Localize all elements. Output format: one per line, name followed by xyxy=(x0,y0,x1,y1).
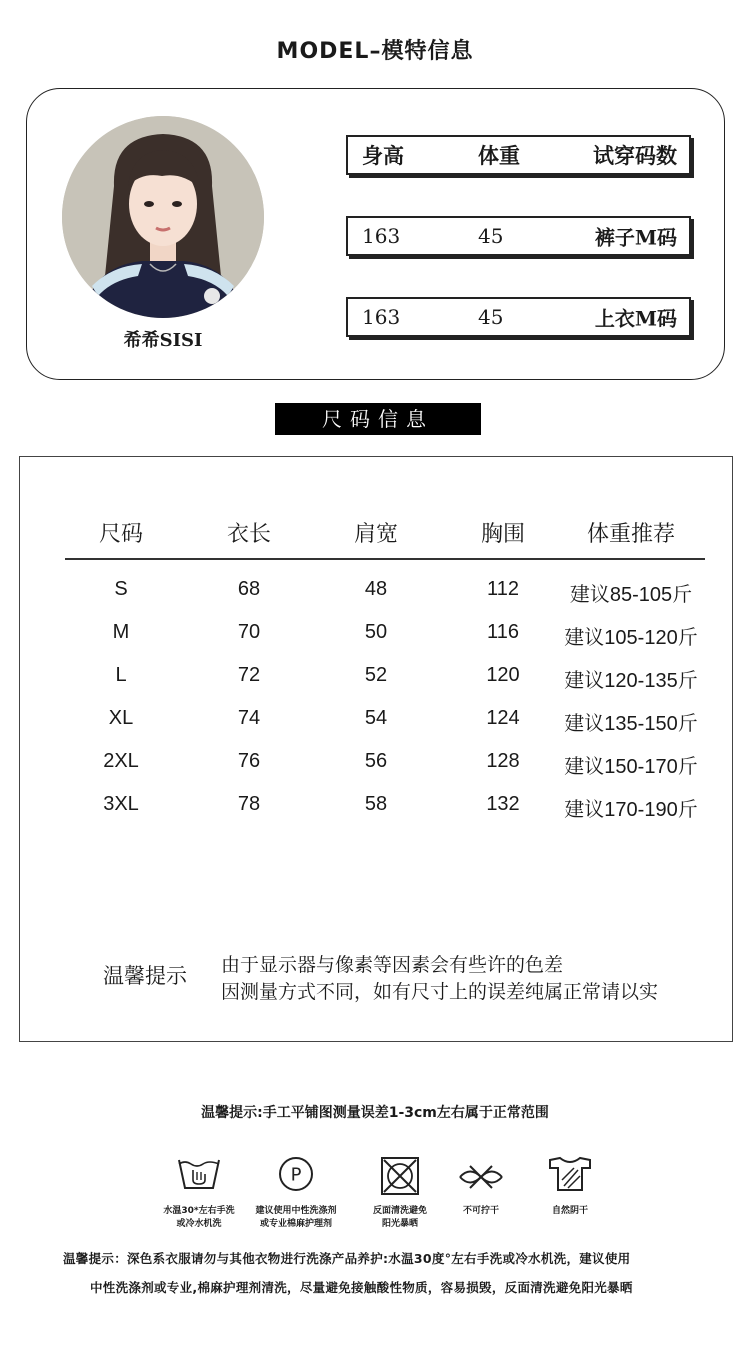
cell-chest: 132 xyxy=(486,793,520,815)
model-weight: 45 xyxy=(478,224,504,248)
no-tumble-dry-icon xyxy=(380,1156,420,1200)
cell-size: L xyxy=(115,664,127,686)
cell-weight-rec: 建议150-170斤 xyxy=(564,756,698,778)
model-avatar xyxy=(62,116,264,318)
header-size: 尺码 xyxy=(98,521,144,546)
header-shoulder: 肩宽 xyxy=(353,521,399,546)
cell-length: 78 xyxy=(237,793,261,815)
cell-shoulder: 56 xyxy=(364,750,388,772)
model-stats-header xyxy=(346,135,691,175)
model-stats-row xyxy=(346,297,691,337)
cell-length: 72 xyxy=(237,664,261,686)
cell-shoulder: 58 xyxy=(364,793,388,815)
header-chest: 胸围 xyxy=(480,521,526,546)
wash-30-icon xyxy=(177,1156,221,1196)
header-weight: 体重 xyxy=(478,143,520,168)
cell-length: 70 xyxy=(237,621,261,643)
header-length: 衣长 xyxy=(226,521,272,546)
wash-caption: 水温30*左右手洗 或冷水机洗 xyxy=(163,1206,235,1229)
cell-chest: 116 xyxy=(487,621,519,643)
tip-line: 因测量方式不同，如有尺寸上的误差纯属正常请以实 xyxy=(221,982,659,1003)
cell-weight-rec: 建议170-190斤 xyxy=(564,799,698,821)
cell-weight-rec: 建议105-120斤 xyxy=(564,627,698,649)
no-wring-caption: 不可拧干 xyxy=(462,1206,500,1216)
cell-size: XL xyxy=(108,707,134,729)
detergent-caption: 建议使用中性洗涤剂 或专业棉麻护理剂 xyxy=(255,1206,337,1229)
cell-shoulder: 48 xyxy=(364,578,388,600)
model-height: 163 xyxy=(362,224,401,248)
line-dry-icon xyxy=(548,1156,592,1196)
model-name: 希希SISI xyxy=(123,330,203,351)
cell-chest: 120 xyxy=(486,664,520,686)
cell-chest: 124 xyxy=(486,707,520,729)
cell-length: 68 xyxy=(237,578,261,600)
care-title: 温馨提示:手工平铺图测量误差1-3cm左右属于正常范围 xyxy=(201,1105,549,1121)
cell-chest: 112 xyxy=(487,578,519,600)
cell-size: S xyxy=(114,578,128,600)
care-note-line: 中性洗涤剂或专业,棉麻护理剂清洗，尽量避免接触酸性物质，容易损毁，反面清洗避免阳光暴晒 xyxy=(90,1280,633,1295)
cell-size: 3XL xyxy=(103,793,139,815)
dry-clean-p-icon xyxy=(278,1156,314,1196)
model-trial-size: 上衣M码 xyxy=(594,306,677,331)
header-weight-rec: 体重推荐 xyxy=(586,521,676,546)
cell-length: 76 xyxy=(237,750,261,772)
model-height: 163 xyxy=(362,305,401,329)
cell-weight-rec: 建议85-105斤 xyxy=(569,584,693,606)
cell-size: 2XL xyxy=(103,750,139,772)
tip-line: 由于显示器与像素等因素会有些许的色差 xyxy=(221,955,564,976)
no-wring-icon xyxy=(458,1162,504,1196)
cell-shoulder: 50 xyxy=(364,621,388,643)
cell-weight-rec: 建议120-135斤 xyxy=(564,670,698,692)
svg-text:P: P xyxy=(290,1164,302,1186)
model-stats-row xyxy=(346,216,691,256)
cell-shoulder: 54 xyxy=(364,707,388,729)
reverse-wash-caption: 反面清洗避免 阳光暴晒 xyxy=(372,1206,428,1229)
care-note-line: 温馨提示：深色系衣服请勿与其他衣物进行洗涤产品养护:水温30度°左右手洗或冷水机洗，建议使用 xyxy=(63,1251,631,1266)
header-height: 身高 xyxy=(362,143,404,168)
model-info-title: MODEL–模特信息 xyxy=(276,39,474,64)
header-trial-size: 试穿码数 xyxy=(593,143,677,168)
cell-length: 74 xyxy=(237,707,261,729)
cell-chest: 128 xyxy=(486,750,520,772)
table-divider xyxy=(65,558,705,560)
model-trial-size: 裤子M码 xyxy=(594,225,677,250)
cell-weight-rec: 建议135-150斤 xyxy=(564,713,698,735)
model-weight: 45 xyxy=(478,305,504,329)
cell-shoulder: 52 xyxy=(364,664,388,686)
tip-label: 温馨提示 xyxy=(103,965,187,988)
size-info-banner: 尺码信息 xyxy=(275,403,481,435)
cell-size: M xyxy=(112,621,130,643)
line-dry-caption: 自然阴干 xyxy=(551,1206,589,1216)
